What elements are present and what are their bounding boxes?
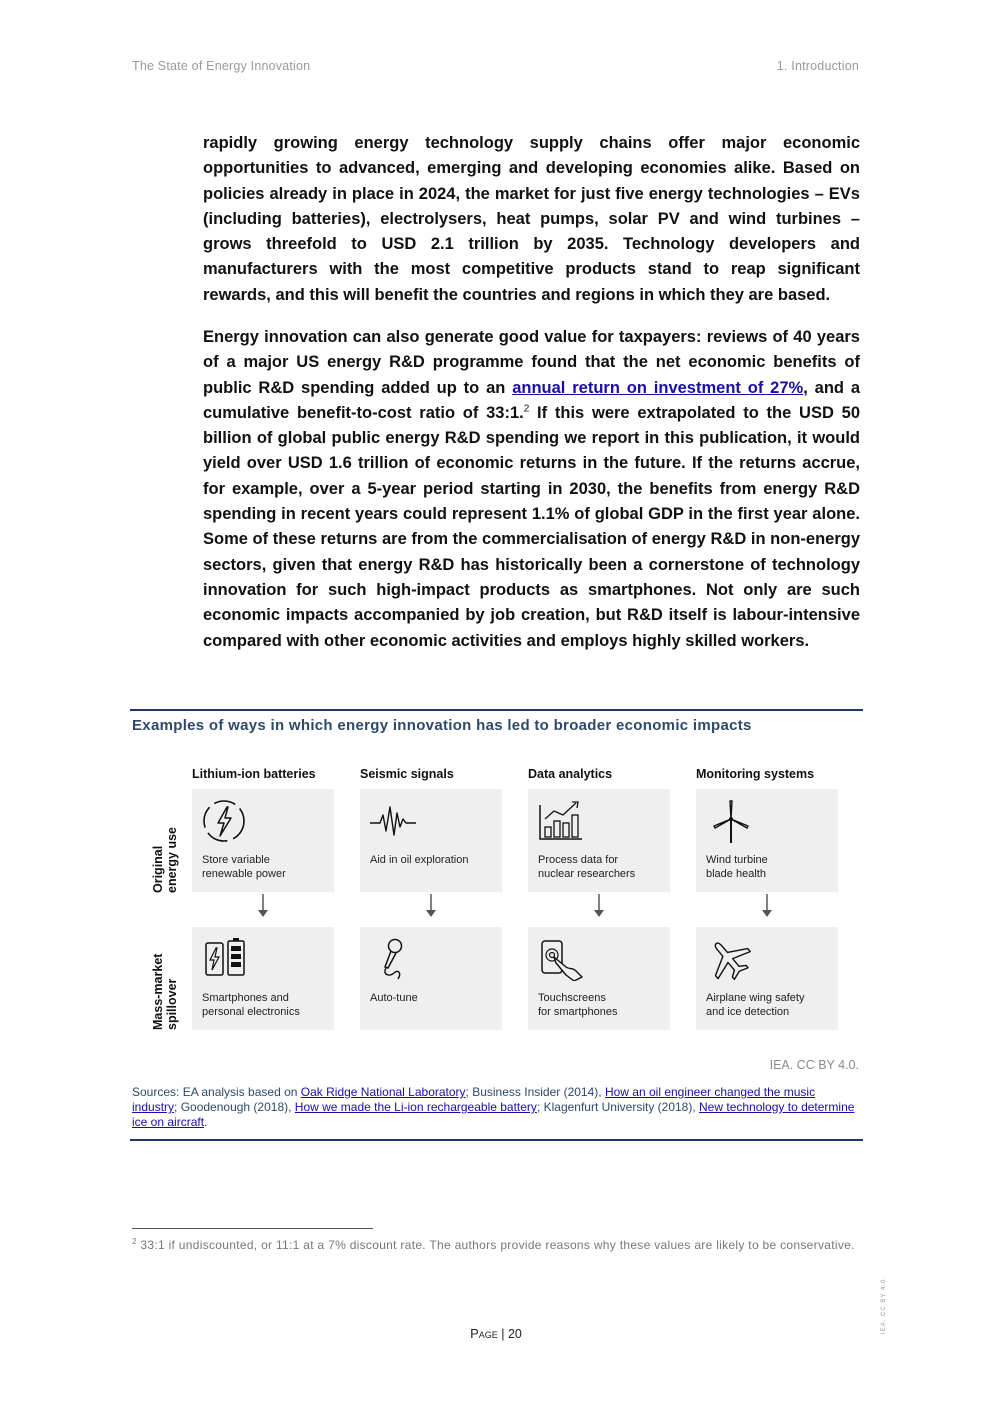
- wind-turbine-icon: [704, 799, 754, 843]
- paragraph-2: [203, 325, 860, 654]
- box-analytics-original-label: [538, 853, 668, 881]
- page-number-value: 20: [507, 1327, 522, 1341]
- box-seismic-spillover-label-1: Auto-tune: [370, 992, 418, 1004]
- box-monitoring-original-label: [706, 853, 836, 881]
- box-analytics-original-label-2: nuclear researchers: [538, 868, 636, 880]
- sources-text-2: ; Business Insider (2014),: [465, 1085, 605, 1099]
- figure-top-rule: [130, 709, 863, 711]
- microphone-icon: [368, 937, 418, 981]
- box-analytics-original: [528, 789, 670, 892]
- footnote-ref[interactable]: 2: [523, 403, 530, 415]
- box-lithium-original-label: [202, 853, 332, 881]
- arrow-down-icon: [256, 893, 270, 919]
- box-lithium-original-label-1: Store variable: [202, 854, 270, 866]
- page-word: Page: [470, 1326, 498, 1341]
- seismic-wave-icon: [368, 799, 418, 843]
- box-monitoring-original: [696, 789, 838, 892]
- figure-credit: IEA. CC BY 4.0.: [769, 1058, 859, 1072]
- column-heading-analytics: Data analytics: [528, 767, 613, 781]
- figure-sources: [132, 1085, 862, 1130]
- box-monitoring-spillover-label: [706, 991, 836, 1019]
- box-seismic-original-label: [370, 853, 500, 867]
- figure-title: Examples of ways in which energy innovation has led to broader economic impacts: [132, 717, 752, 734]
- sources-text-5: .: [204, 1115, 208, 1129]
- box-analytics-spillover-label-2: for smartphones: [538, 1006, 618, 1018]
- paragraph-1: [203, 131, 860, 308]
- header-title: The State of Energy Innovation: [132, 59, 311, 73]
- sources-text-1: Sources: EA analysis based on: [132, 1085, 301, 1099]
- page-number: [0, 1326, 992, 1341]
- box-monitoring-spillover-label-1: Airplane wing safety: [706, 992, 805, 1004]
- box-monitoring-original-label-1: Wind turbine: [706, 854, 768, 866]
- touchscreen-hand-icon: [536, 937, 586, 981]
- footnote-number: 2: [132, 1237, 137, 1246]
- source-link-business-insider[interactable]: How an oil engineer changed the music industry: [132, 1085, 816, 1114]
- paragraph-1-text: rapidly growing energy technology supply chains offer major economic opportunities to advanced, emerging and developing economies alike. Based on policies already in place in 2024, the market for just five energy technologies – EVs (including batteries), electrolysers, heat pumps, solar PV and wind turbines – grows threefold to USD 2.1 trillion by 2035. Technology developers and manufacturers with the most competitive products stand to reap significant rewards, and this will benefit the countries and regions in which they are based.: [203, 134, 860, 304]
- box-lithium-spillover: [192, 927, 334, 1030]
- box-seismic-spillover: [360, 927, 502, 1030]
- sources-text-3: ; Goodenough (2018),: [174, 1100, 295, 1114]
- row-label-original-line2: energy use: [165, 826, 179, 893]
- source-link-klagenfurt[interactable]: New technology to determine ice on aircraft: [132, 1100, 855, 1129]
- figure-bottom-rule: [130, 1139, 863, 1141]
- box-seismic-spillover-label: [370, 991, 500, 1005]
- box-analytics-original-label-1: Process data for: [538, 854, 619, 866]
- box-seismic-original: [360, 789, 502, 892]
- box-monitoring-original-label-2: blade health: [706, 868, 766, 880]
- box-analytics-spillover-label-1: Touchscreens: [538, 992, 606, 1004]
- column-heading-monitoring: Monitoring systems: [696, 767, 815, 781]
- paragraph-2-intro: Energy innovation can also generate good value for taxpayers: reviews of 40 years of a major US energy R&D programme found that the net economic benefits of public R&D spending added up to an: [203, 328, 860, 397]
- arrow-down-icon: [760, 893, 774, 919]
- row-label-spillover-line2: spillover: [165, 978, 179, 1030]
- side-license-mark: IEA. CC BY 4.0.: [881, 1276, 887, 1334]
- box-seismic-original-label-1: Aid in oil exploration: [370, 854, 469, 866]
- paragraph-2-rest: If this were extrapolated to the USD 50 billion of global public energy R&D spending we report in this publication, it would yield over USD 1.6 trillion of economic returns in the future. If the returns accrue, for example, over a 5-year period starting in 2030, the benefits from energy R&D spending in recent years could represent 1.1% of global GDP in the first year alone. Some of these returns are from the commercialisation of energy R&D in non-energy sectors, given that energy R&D has historically been a cornerstone of technology innovation for such high-impact products as smartphones. Not only are such economic impacts accompanied by job creation, but R&D itself is labour-intensive compared with other economic activities and employs highly skilled workers.: [203, 403, 860, 650]
- source-link-goodenough[interactable]: How we made the Li-ion rechargeable battery: [294, 1100, 537, 1114]
- box-monitoring-spillover-label-2: and ice detection: [706, 1006, 790, 1018]
- row-label-original: [151, 827, 179, 893]
- phone-battery-icon: [200, 937, 250, 981]
- footnote-text: 33:1 if undiscounted, or 11:1 at a 7% discount rate. The authors provide reasons why these values are likely to be conservative.: [136, 1238, 855, 1252]
- row-label-spillover: [151, 954, 179, 1030]
- header-section: 1. Introduction: [776, 59, 859, 73]
- box-analytics-spillover: [528, 927, 670, 1030]
- box-lithium-spillover-label-1: Smartphones and: [202, 992, 289, 1004]
- analytics-chart-icon: [536, 799, 586, 843]
- box-lithium-original-label-2: renewable power: [202, 868, 286, 880]
- box-analytics-spillover-label: [538, 991, 668, 1019]
- airplane-icon: [704, 937, 754, 981]
- column-heading-seismic: Seismic signals: [360, 767, 454, 781]
- sources-text-4: ; Klagenfurt University (2018),: [536, 1100, 700, 1114]
- arrow-down-icon: [424, 893, 438, 919]
- page-separator: |: [497, 1327, 508, 1341]
- box-lithium-spillover-label: [202, 991, 332, 1019]
- box-monitoring-spillover: [696, 927, 838, 1030]
- source-link-ornl[interactable]: Oak Ridge National Laboratory: [300, 1085, 466, 1099]
- box-lithium-spillover-label-2: personal electronics: [202, 1006, 300, 1018]
- roi-link[interactable]: annual return on investment of 27%: [512, 378, 804, 397]
- row-label-original-line1: Original: [151, 845, 165, 893]
- footnote-rule: [132, 1228, 373, 1229]
- footnote: [132, 1237, 860, 1254]
- column-heading-lithium: Lithium-ion batteries: [192, 767, 316, 781]
- lightning-cycle-icon: [200, 799, 250, 843]
- box-lithium-original: [192, 789, 334, 892]
- arrow-down-icon: [592, 893, 606, 919]
- row-label-spillover-line1: Mass-market: [151, 953, 165, 1030]
- paragraph-2-ratio: , and a cumulative benefit-to-cost ratio of 33:1.: [203, 378, 861, 422]
